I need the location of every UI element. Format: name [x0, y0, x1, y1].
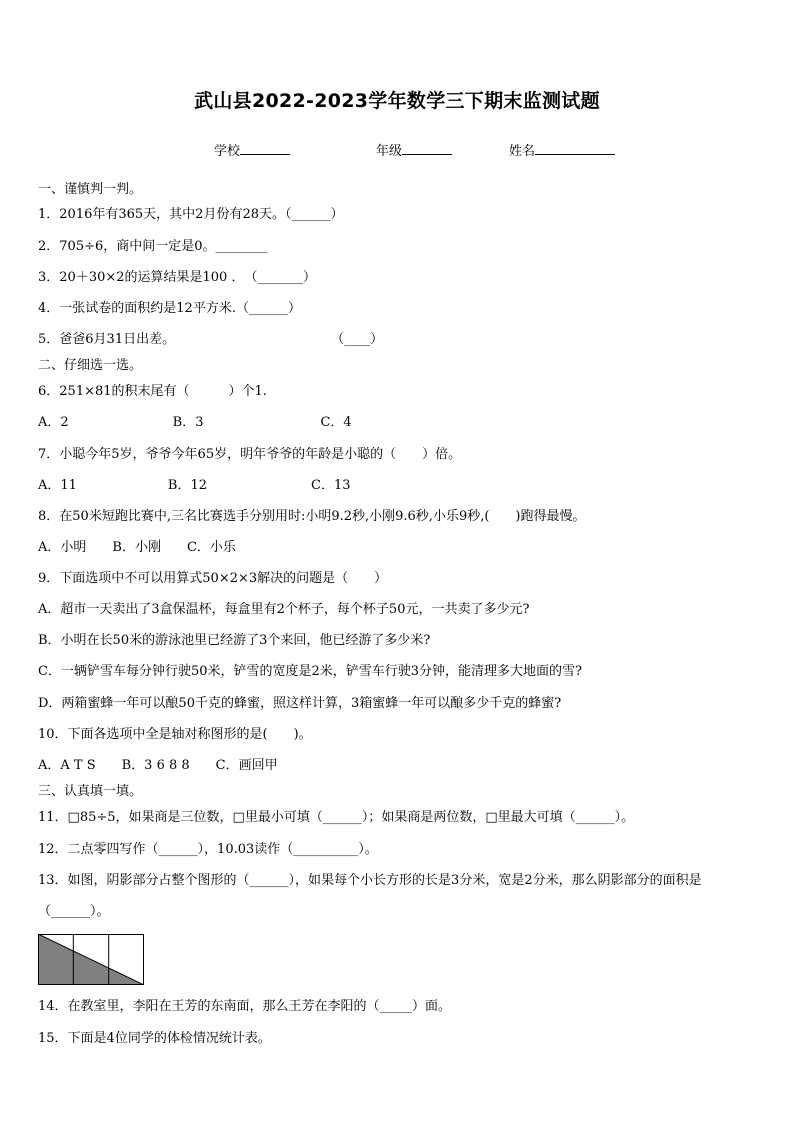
option-line: A．超市一天卖出了3盒保温杯，每盒里有2个杯子，每个杯子50元，一共卖了多少元?	[38, 602, 530, 617]
name-field	[509, 140, 615, 159]
grade-blank[interactable]	[402, 142, 452, 155]
name-blank[interactable]	[535, 142, 615, 155]
question-line: 7．小聪今年5岁，爷爷今年65岁，明年爷爷的年龄是小聪的（ ）倍。	[38, 447, 462, 462]
question-line: 4．一张试卷的面积约是12平方米.（______）	[38, 301, 301, 316]
grade-label: 年级	[376, 144, 403, 159]
name-label: 姓名	[509, 144, 536, 159]
question-line: 12．二点零四写作（______），10.03读作（__________）。	[38, 842, 378, 857]
question-line: 3．20＋30×2的运算结果是100 ． （_______）	[38, 270, 316, 285]
section-heading: 二、仔细选一选。	[38, 358, 143, 373]
option-line: B．小明在长50米的游泳池里已经游了3个来回，他已经游了多少米?	[38, 633, 431, 648]
option-line: C．一辆铲雪车每分钟行驶50米，铲雪的宽度是2米，铲雪车行驶3分钟，能清理多大地面的雪?	[38, 664, 583, 679]
question-line: 1．2016年有365天，其中2月份有28天。（______）	[38, 207, 344, 222]
option-line: A．A T S B．3 6 8 8 C．画回甲	[38, 758, 278, 773]
question-line: 13．如图，阴影部分占整个图形的（______），如果每个小长方形的长是3分米，宽是2分米，那么阴影部分的面积是	[38, 873, 702, 888]
option-line: A．11 B．12 C．13	[38, 478, 351, 493]
question-line: 2．705÷6，商中间一定是0。________	[38, 239, 268, 254]
question-line: 5．爸爸6月31日出差。 （____）	[38, 332, 384, 347]
option-line: A．小明 B．小刚 C．小乐	[38, 540, 236, 555]
question-line: 14．在教室里，李阳在王芳的东南面，那么王芳在李阳的（_____）面。	[38, 999, 452, 1014]
section-heading: 三、认真填一填。	[38, 784, 143, 799]
grade-field	[376, 140, 452, 159]
option-line: A．2 B．3 C．4	[38, 415, 352, 430]
question-line: 8．在50米短跑比赛中,三名比赛选手分别用时:小明9.2秒,小刚9.6秒,小乐9秒,( )跑得最慢。	[38, 509, 586, 524]
question-line: 6．251×81的积末尾有（ ）个1.	[38, 384, 267, 399]
question-line: 9．下面选项中不可以用算式50×2×3解决的问题是（ ）	[38, 571, 388, 586]
question-line: （______）。	[38, 904, 110, 919]
question-line: 10．下面各选项中全是轴对称图形的是( )。	[38, 727, 312, 742]
option-line: D．两箱蜜蜂一年可以酿50千克的蜂蜜，照这样计算，3箱蜜蜂一年可以酿多少千克的蜂蜜?	[38, 696, 562, 711]
question-line: 11．□85÷5，如果商是三位数，□里最小可填（______）；如果商是两位数，□里最大可填（______）。	[38, 810, 635, 825]
school-blank[interactable]	[240, 142, 290, 155]
section-heading: 一、谨慎判一判。	[38, 182, 143, 197]
school-label: 学校	[214, 144, 241, 159]
page-title: 武山县2022-2023学年数学三下期末监测试题	[194, 90, 600, 112]
shaded-rectangle-figure	[38, 934, 144, 985]
question-line: 15．下面是4位同学的体检情况统计表。	[38, 1031, 271, 1046]
school-field	[214, 140, 290, 159]
